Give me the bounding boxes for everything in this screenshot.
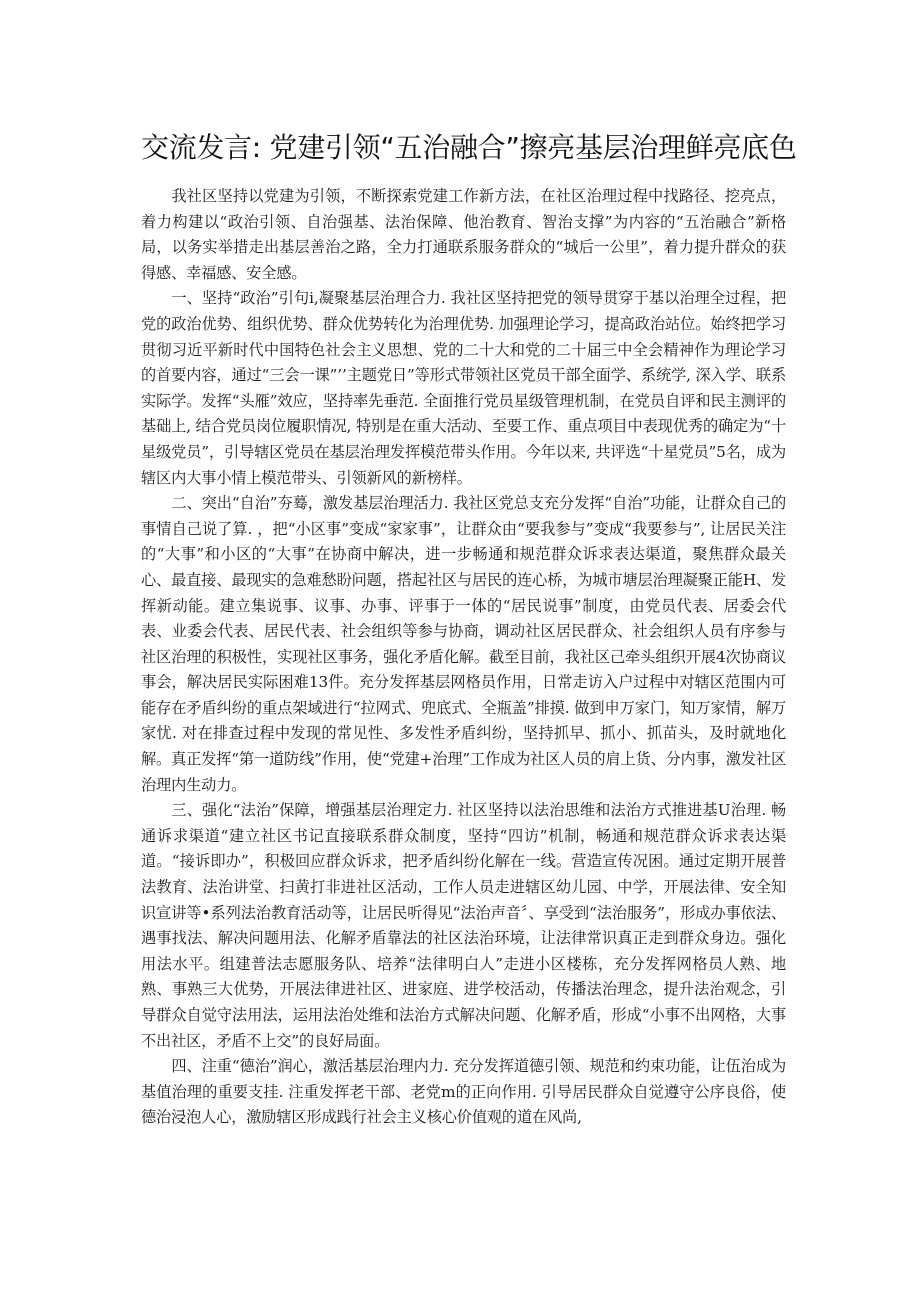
document-body bbox=[141, 184, 786, 1131]
paragraph-intro: 我社区坚持以党建为引领，不断探索党建工作新方法，在社区治理过程中找路径、挖亮点，着力构建以“政治引领、自治强基、法治保障、他治教育、智治支撑”为内容的“五治融合”新格局，以务实举措走出基层善治之路，全力打通联系服务群众的“城后一公里”，着力提升群众的获得感、幸福感、安全感。 bbox=[141, 187, 786, 282]
paragraph-self-governance: 二、突出“自治”夯蓦，激发基层治理活力. 我社区党总支充分发挥“自治”功能，让群众自己的事情自己说了算. ，把“小区事”变成“家家事”，让群众由“要我参与”变成“我要参与”, 让居民关注的“大事”和小区的“大事”在协商中解决，进一步畅通和规范群众诉求表达渠道，聚焦群众最关心、最直接、最现实的急难愁盼问题，搭起社区与居民的连心桥，为城市塘层治理凝聚正能H、发挥新动能。建立集说事、议事、办事、评事于一体的“居民说事”制度，由党员代表、居委会代表、业委会代表、居民代表、社会组织等参与协商，调动社区居民群众、社会组织人员有序参与社区治理的积极性，实现社区事务，强化矛盾化解。截至目前，我社区己牵头组织开展4次协商议事会，解决居民实际困难13件。充分发挥基层网格员作用，日常走访入户过程中对辖区范围内可能存在矛盾纠纷的重点架域进行“拉网式、兜底式、全瓶盖”排摸. 做到申万家门，知万家情，解万家忧. 对在排查过程中发现的常见性、多发性矛盾纠纷，坚持抓早、抓小、抓苗头，及时就地化解。真正发挥“第一道防线”作用，使“党建+治理”工作成为社区人员的肩上货、分内事，激发社区治理内生动力。 bbox=[141, 494, 786, 794]
document-title: 交流发言: 党建引领“五治融合”擦亮基层治理鲜亮底色 bbox=[141, 131, 797, 164]
paragraph-political-governance: 一、坚持“政治”引句i,凝聚基层治理合力. 我社区坚持把党的领导贯穿于基以治理全过程，把党的政治优势、组织优势、群众优势转化为治理优势. 加强理论学习，提高政治站位。始终把学习贯彻习近平新时代中国特色社会主义思想、党的二十大和党的二十届三中全会精神作为理论学习的首要内容，通过“三会一课”’’主题党日”等形式带领社区党员干部全面学、系统学, 深入学、联系实际学。发挥“头雁”效应，坚持率先垂范. 全面推行党员星级管理机制，在党员自评和民主测评的基础上, 结合党员岗位履职情况, 特别是在重大活动、至要工作、重点项目中表现优秀的确定为“十星级党员”，引导辖区党员在基层治理发挥模范带头作用。今年以来, 共评选“十星党员”5名，成为辖区内大事小情上模范带头、引领新风的新榜样。 bbox=[141, 289, 786, 487]
paragraph-moral-governance: 四、注重“德治”润心，激活基层治理内力. 充分发挥道德引领、规范和约束功能，让伍治成为基值治理的重要支挂. 注重发挥老干部、老党m的正向作用. 引导居民群众自觉遵守公序良俗，使德治浸泡人心，激励辖区形成践行社会主义核心价值观的道在风尚, bbox=[141, 1057, 786, 1127]
paragraph-rule-of-law: 三、强化“法治”保障，增强基层治理定力. 社区坚持以法治思维和法治方式推进基U治理. 畅通诉求渠道“建立社区书记直接联系群众制度，坚持“四访”机制，畅通和规范群众诉求表达渠道。“接诉即办”，积极回应群众诉求，把矛盾纠纷化解在一线。营造宣传况困。通过定期开展普法教育、法治讲堂、扫黄打非进社区活动，工作人员走进辖区幼儿园、中学，开展法律、安全知识宣讲等•系列法治教育活动等，让居民听得见“法治声音〞、享受到“法治服务”，形成办事依法、遇事找法、解决问题用法、化解矛盾靠法的社区法治环境，让法律常识真正走到群众身边。强化用法水平。组建普法志愿服务队、培养“法律明白人”走进小区楼栋，充分发挥网格员人熟、地熟、事熟三大优势，开展法律进社区、进家庭、进学校活动，传播法治理念，提升法治观念，引导群众自觉守法用法，运用法治处维和法治方式解决问题、化解矛盾，形成“小事不出网格，大事不出社区，矛盾不上交”的良好局面。 bbox=[141, 801, 786, 1050]
